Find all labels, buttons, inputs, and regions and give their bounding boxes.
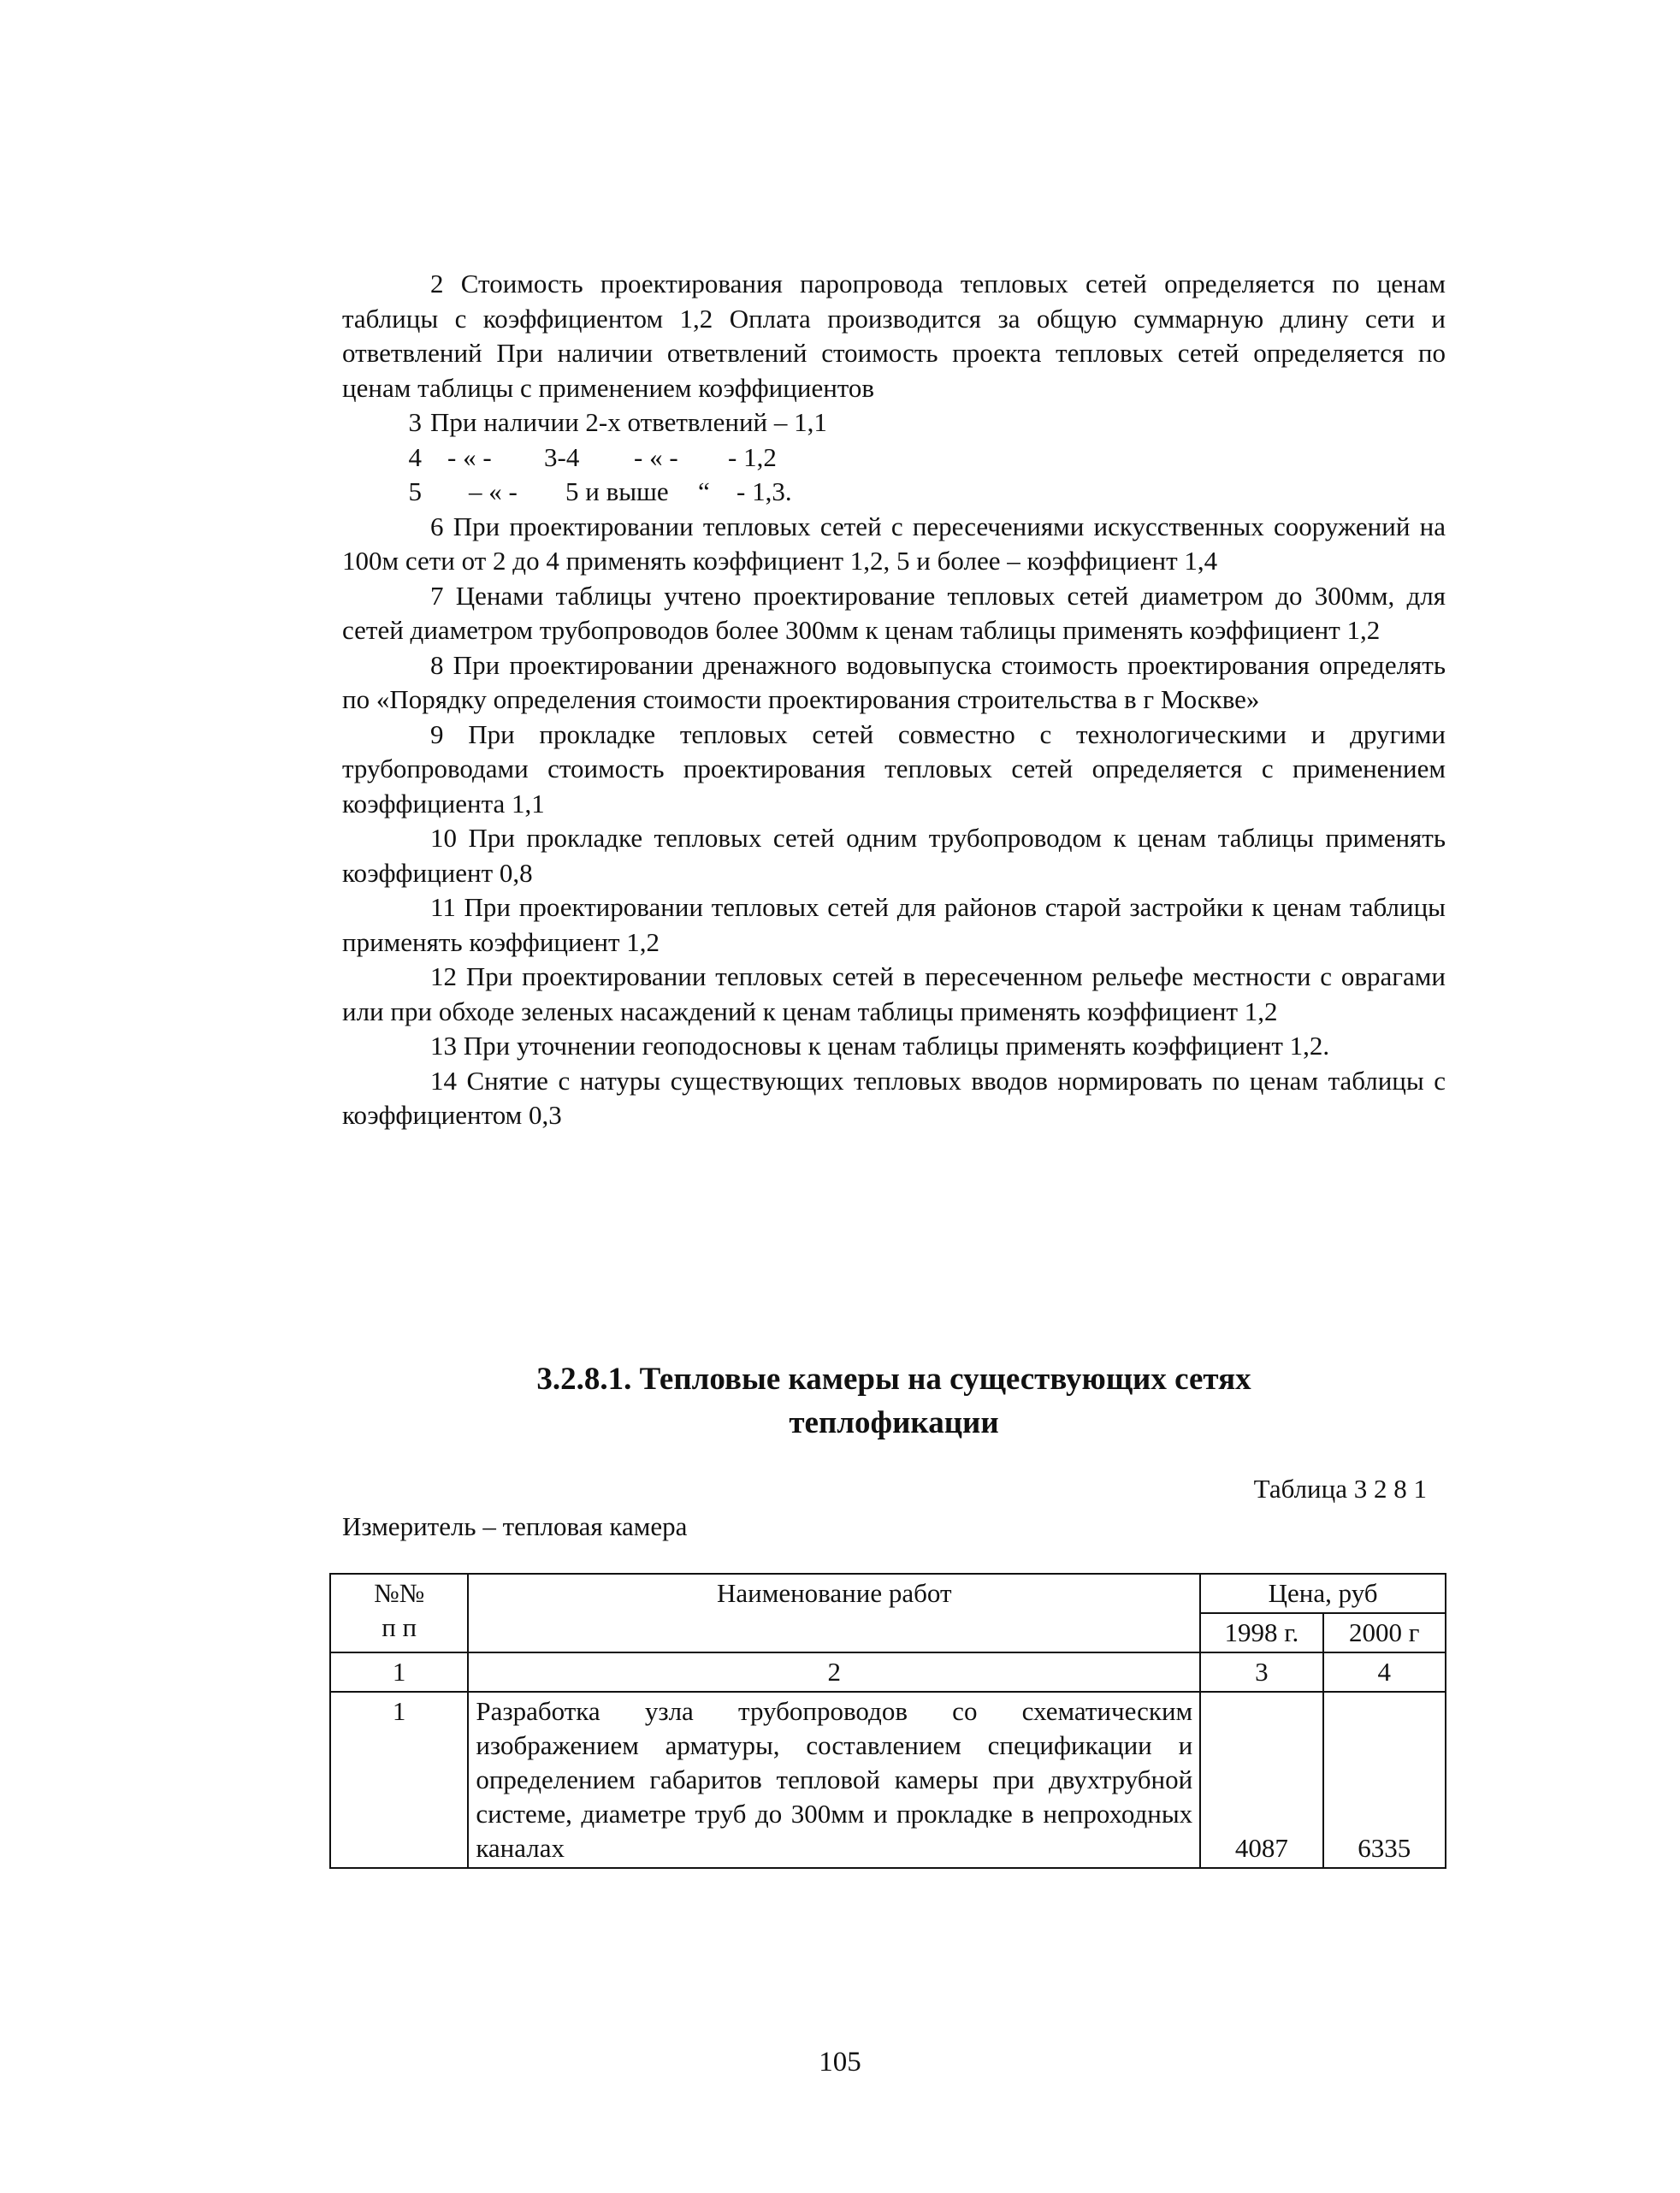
section-heading-line-2: теплофикации	[789, 1405, 999, 1440]
coef-ditto: - « -	[447, 441, 492, 472]
coef-range: 5 и выше	[565, 476, 669, 506]
index-cell: 3	[1200, 1652, 1322, 1692]
coefficient-row-3	[342, 405, 1446, 440]
row-price-1998: 4087	[1200, 1692, 1322, 1868]
coef-range: 3-4	[544, 441, 580, 472]
note-9: 9 При прокладке тепловых сетей совместно с технологическими и другими трубопроводами стоимость проектирования тепловых сетей определяется с применением коэффициента 1,1	[342, 718, 1446, 819]
measure-unit: Измеритель – тепловая камера	[342, 1511, 688, 1541]
note-11: 11 При проектировании тепловых сетей для районов старой застройки к ценам таблицы применять коэффициент 1,2	[342, 892, 1446, 957]
notes-text	[342, 267, 1446, 1133]
coef-ditto-2: “	[698, 476, 710, 506]
coef-value: - 1,2	[728, 441, 777, 472]
coef-ditto: – « -	[469, 476, 518, 506]
coef-text: При наличии 2-х ответвлений – 1,1	[430, 407, 827, 437]
coefficient-row-5	[342, 475, 1446, 510]
header-number: №№ п п	[330, 1574, 468, 1652]
note-14: 14 Снятие с натуры существующих тепловых вводов нормировать по ценам таблицы с коэффициентом 0,3	[342, 1065, 1446, 1130]
row-price-2000: 6335	[1323, 1692, 1446, 1868]
page-number: 105	[819, 2047, 861, 2078]
note-13: 13 При уточнении геоподосновы к ценам таблицы применять коэффициент 1,2.	[430, 1031, 1330, 1061]
coef-ditto-2: - « -	[634, 441, 678, 472]
note-2: 2 Стоимость проектирования паропровода тепловых сетей определяется по ценам таблицы с коэффициентом 1,2 Оплата производится за общую суммарную длину сети и ответвлений При наличии ответвлений стоимость проекта тепловых сетей определяется по ценам таблицы с применением коэффициентов	[342, 269, 1446, 403]
note-7: 7 Ценами таблицы учтено проектирование тепловых сетей диаметром до 300мм, для сетей диаметром трубопроводов более 300мм к ценам таблицы применять коэффициент 1,2	[342, 580, 1446, 645]
note-6: 6 При проектировании тепловых сетей с пересечениями искусственных сооружений на 100м сети от 2 до 4 применять коэффициент 1,2, 5 и более – коэффициент 1,4	[342, 511, 1446, 576]
section-heading	[342, 1357, 1446, 1445]
index-cell: 1	[330, 1652, 468, 1692]
table-caption: Таблица 3 2 8 1	[1253, 1474, 1427, 1504]
coef-value: - 1,3.	[736, 476, 792, 506]
index-cell: 4	[1323, 1652, 1446, 1692]
row-work-name: Разработка узла трубопроводов со схематическим изображением арматуры, составлением спецификации и определением габаритов тепловой камеры при двухтрубной системе, диаметре труб до 300мм и прокладке в непроходных каналах	[468, 1692, 1200, 1868]
section-heading-line-1: 3.2.8.1. Тепловые камеры на существующих сетях	[536, 1362, 1251, 1397]
header-price: Цена, руб	[1200, 1574, 1446, 1613]
note-8: 8 При проектировании дренажного водовыпуска стоимость проектирования определять по «Порядку определения стоимости проектирования строительства в г Москве»	[342, 649, 1446, 714]
coef-num: 4	[408, 441, 422, 472]
header-year-2000: 2000 г	[1323, 1613, 1446, 1652]
index-cell: 2	[468, 1652, 1200, 1692]
coef-num: 5	[408, 476, 422, 506]
table-index-row	[330, 1652, 1446, 1692]
coef-num: 3	[408, 407, 422, 437]
header-year-1998: 1998 г.	[1200, 1613, 1322, 1652]
note-12: 12 При проектировании тепловых сетей в пересеченном рельефе местности с оврагами или при обходе зеленых насаждений к ценам таблицы применять коэффициент 1,2	[342, 961, 1446, 1026]
coefficient-row-4	[342, 440, 1446, 476]
table-row	[330, 1692, 1446, 1868]
table-header-row	[330, 1574, 1446, 1613]
header-name: Наименование работ	[468, 1574, 1200, 1652]
row-number: 1	[330, 1692, 468, 1868]
note-10: 10 При прокладке тепловых сетей одним трубопроводом к ценам таблицы применять коэффициент 0,8	[342, 823, 1446, 888]
price-table	[329, 1573, 1446, 1869]
